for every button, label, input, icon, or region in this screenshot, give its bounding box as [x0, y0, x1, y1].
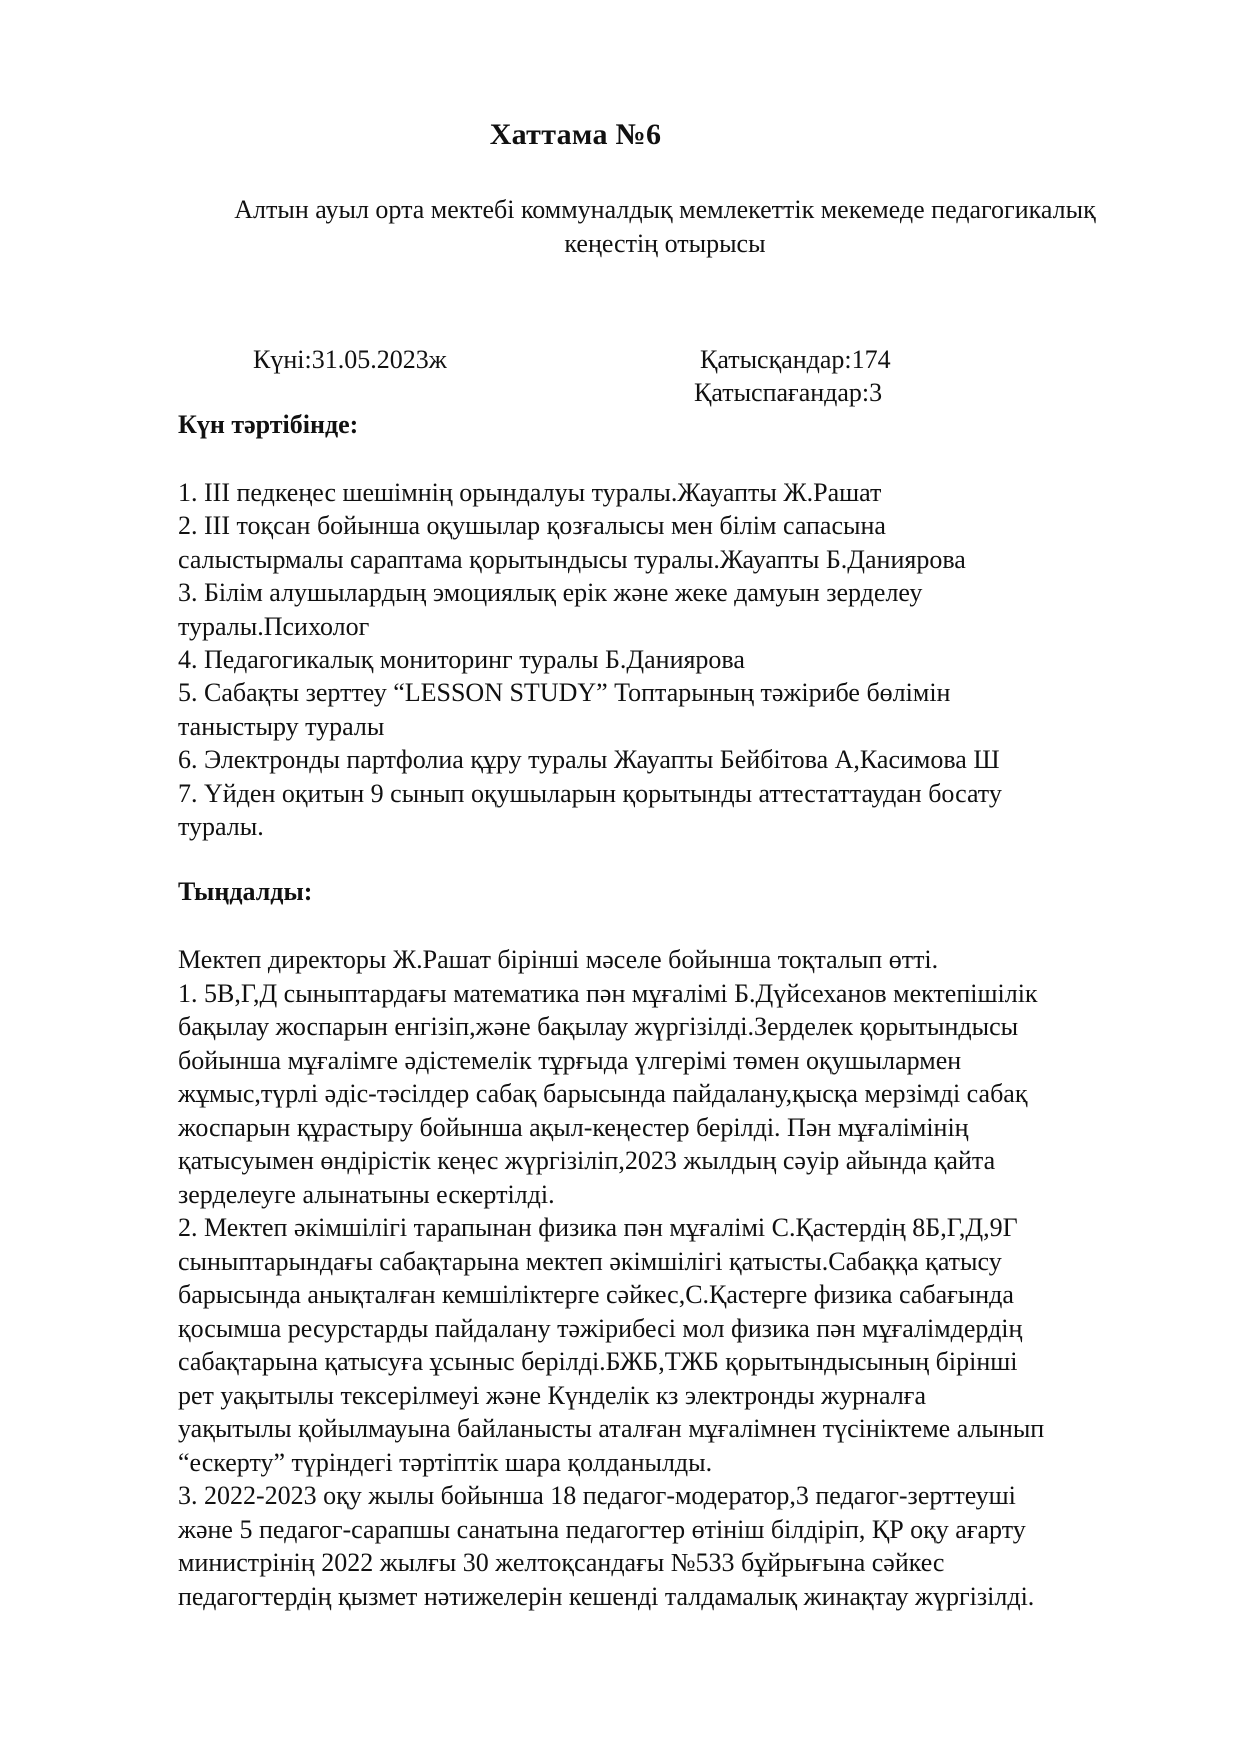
body-line: және 5 педагог-сарапшы санатына педагогтер өтініш білдіріп, ҚР оқу ағарту — [178, 1514, 1026, 1544]
agenda-line: туралы. — [178, 812, 264, 842]
body-line: министрінің 2022 жылғы 30 желтоқсандағы №533 бұйрығына сәйкес — [178, 1548, 945, 1577]
agenda-line: 6. Электронды партфолиа құру туралы Жауапты Бейбітова А,Касимова Ш — [178, 745, 1000, 775]
document-title — [0, 118, 1241, 152]
body-line: сыныптарындағы сабақтарына мектеп әкімшілігі қатысты.Сабаққа қатысу — [178, 1246, 1002, 1276]
body-line: 2. Мектеп әкімшілігі тарапынан физика пән мұғалімі С.Қастердің 8Б,Г,Д,9Г — [178, 1213, 1018, 1242]
heard-heading: Тыңдалды: — [178, 877, 313, 906]
subtitle-line: кеңестің отырысы — [564, 229, 766, 258]
body-line: “ескерту” түріндегі тәртіптік шара қолданылды. — [178, 1447, 713, 1477]
body-line: қатысуымен өндірістік кеңес жүргізіліп,2023 жылдың сәуір айында қайта — [178, 1146, 996, 1175]
body-line: жұмыс,түрлі әдіс-тәсілдер сабақ барысында пайдалану,қысқа мерзімді сабақ — [178, 1079, 1028, 1108]
body-line: педагогтердің қызмет нәтижелерін кешенді талдамалық жинақтау жүргізілді. — [178, 1581, 1035, 1611]
attendees-absent: Қатыспағандар:3 — [694, 378, 883, 407]
agenda-line: туралы.Психолог — [178, 611, 370, 641]
body-line: рет уақытылы тексерілмеуі және Күнделік кз электронды журналға — [178, 1380, 927, 1410]
document-title-text: Хаттама №6 — [489, 118, 662, 151]
document-subtitle — [170, 193, 1160, 261]
body-line: 3. 2022-2023 оқу жылы бойынша 18 педагог-модератор,3 педагог-зерттеуші — [178, 1481, 1016, 1510]
agenda-line: 2. ІІІ тоқсан бойынша оқушылар қозғалысы мен білім сапасына — [178, 511, 886, 541]
body-line: Мектеп директоры Ж.Рашат бірінші мәселе бойынша тоқталып өтті. — [178, 945, 939, 974]
body-line: жоспарын құрастыру бойынша ақыл-кеңестер берілді. Пән мұғалімінің — [178, 1112, 969, 1142]
minutes-body — [178, 943, 1178, 1613]
body-line: уақытылы қойылмауына байланысты аталған мұғалімнен түсініктеме алынып — [178, 1414, 1045, 1443]
body-line: бойынша мұғалімге әдістемелік тұрғыда үлгерімі төмен оқушылармен — [178, 1045, 962, 1075]
body-line: бақылау жоспарын енгізіп,және бақылау жүргізілді.Зерделек қорытындысы — [178, 1012, 1019, 1041]
agenda-line: 7. Үйден оқитын 9 сынып оқушыларын қорытынды аттестаттаудан босату — [178, 778, 1002, 808]
agenda-line: салыстырмалы сараптама қорытындысы туралы.Жауапты Б.Даниярова — [178, 544, 966, 574]
body-line: 1. 5В,Г,Д сыныптардағы математика пән мұғалімі Б.Дүйсеханов мектепішілік — [178, 978, 1038, 1008]
body-line: сабақтарына қатысуға ұсыныс берілді.БЖБ,ТЖБ қорытындысының бірінші — [178, 1347, 1018, 1376]
body-line: барысында анықталған кемшіліктерге сәйкес,С.Қастерге физика сабағында — [178, 1280, 1014, 1309]
agenda-line: 1. ІІІ педкеңес шешімнің орындалуы туралы.Жауапты Ж.Рашат — [178, 478, 882, 507]
body-line: зерделеуге алынатыны ескертілді. — [178, 1179, 555, 1209]
agenda-line: таныстыру туралы — [178, 711, 385, 741]
agenda-line: 3. Білім алушылардың эмоциялық ерік және жеке дамуын зерделеу — [178, 578, 923, 608]
agenda-list — [178, 476, 1178, 843]
subtitle-line: Алтын ауыл орта мектебі коммуналдық мемлекеттік мекемеде педагогикалық — [234, 195, 1096, 224]
agenda-line: 4. Педагогикалық мониторинг туралы Б.Даниярова — [178, 645, 745, 675]
meeting-date: Күні:31.05.2023ж — [253, 345, 447, 374]
attendees-present: Қатысқандар:174 — [700, 345, 891, 374]
body-line: қосымша ресурстарды пайдалану тәжірибесі мол физика пән мұғалімдердің — [178, 1313, 1023, 1343]
agenda-heading: Күн тәртібінде: — [178, 410, 359, 439]
agenda-line: 5. Сабақты зерттеу “LESSON STUDY” Топтарының тәжірибе бөлімін — [178, 678, 951, 708]
